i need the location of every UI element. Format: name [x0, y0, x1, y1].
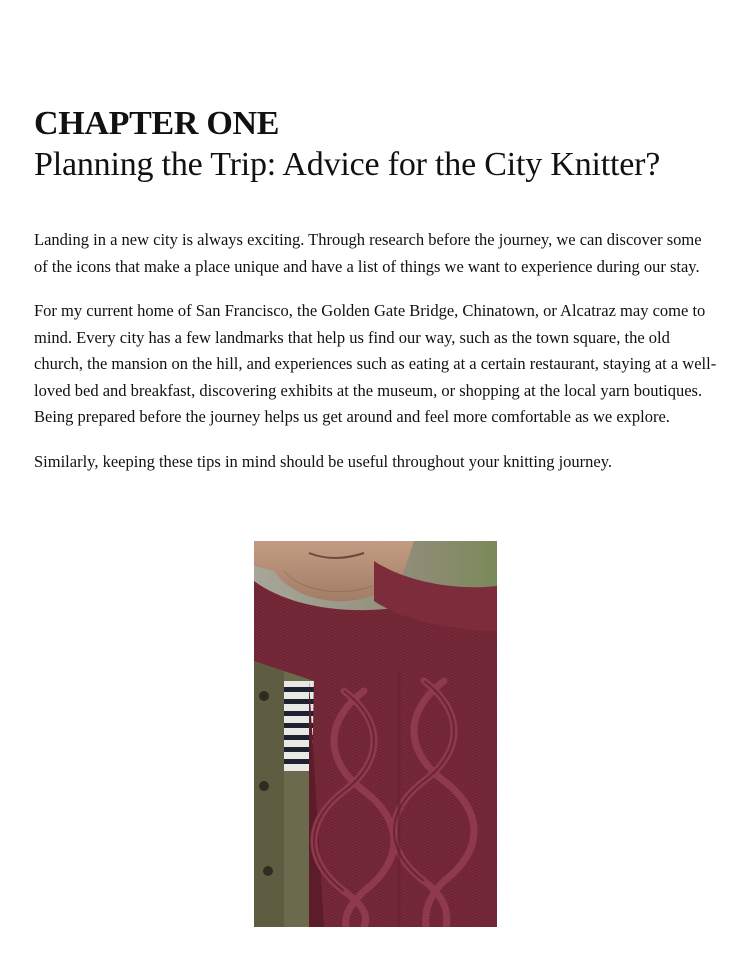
- scarf-photo: [254, 541, 497, 927]
- jacket-button: [259, 781, 269, 791]
- paragraph: For my current home of San Francisco, the Golden Gate Bridge, Chinatown, or Alcatraz may come to mind. Every city has a few landmarks that help us find our way, such as the town square, the old church, the mansion on the hill, and experiences such as eating at a certain restaurant, staying at a well-loved bed and breakfast, discovering exhibits at the museum, or shopping at the local yarn boutiques. Being prepared before the journey helps us get around and feel more comfortable as we explore.: [34, 301, 717, 426]
- jacket-button: [263, 866, 273, 876]
- paragraph: Similarly, keeping these tips in mind should be useful throughout your knitting journey.: [34, 451, 613, 471]
- chapter-title: Planning the Trip: Advice for the City Knitter?: [34, 146, 661, 183]
- body-text: [34, 227, 718, 475]
- paragraph: Landing in a new city is always exciting. Through research before the journey, we can discover some of the icons that make a place unique and have a list of things we want to experience during our stay.: [34, 230, 702, 276]
- jacket-button: [259, 691, 269, 701]
- chapter-label: CHAPTER ONE: [34, 105, 280, 142]
- document-page: [34, 104, 718, 493]
